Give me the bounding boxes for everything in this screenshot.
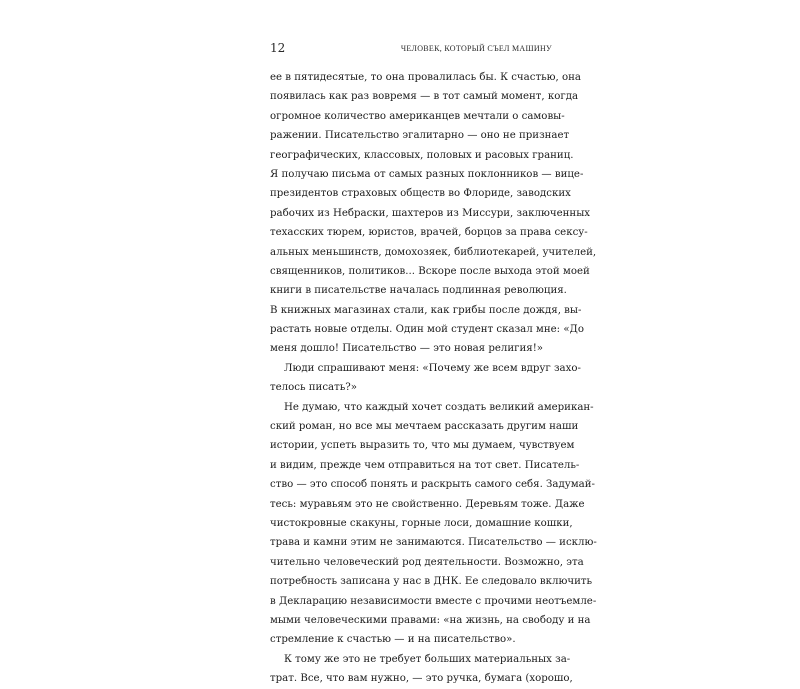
text-line: географических, классовых, половых и расовых границ. <box>270 149 574 161</box>
text-line: потребность записана у нас в ДНК. Ее следовало включить <box>270 576 593 588</box>
page-number: 12 <box>270 41 286 55</box>
paragraph <box>270 68 597 359</box>
page-header <box>270 41 552 57</box>
text-line: меня дошло! Писательство — это новая религия!» <box>270 343 544 355</box>
text-line: альных меньшинств, домохозяек, библиотекарей, учителей, <box>270 246 597 258</box>
text-line: Я получаю письма от самых разных поклонников — вице- <box>270 168 584 180</box>
text-line: техасских тюрем, юристов, врачей, борцов за права сексу- <box>270 227 588 239</box>
text-line: появилась как раз вовремя — в тот самый момент, когда <box>270 91 579 103</box>
text-line: чистокровные скакуны, горные лоси, домашние кошки, <box>270 517 573 529</box>
paragraph <box>270 650 573 689</box>
text-line: растать новые отделы. Один мой студент сказал мне: «До <box>270 324 584 336</box>
paragraph <box>270 398 597 650</box>
text-line: В книжных магазинах стали, как грибы после дождя, вы- <box>270 304 582 316</box>
paragraph <box>270 359 581 398</box>
text-line: стремление к счастью — и на писательство». <box>270 634 516 646</box>
text-line: президентов страховых обществ во Флориде, заводских <box>270 188 571 200</box>
body-text <box>270 68 597 689</box>
text-line: мыми человеческими правами: «на жизнь, на свободу и на <box>270 614 591 626</box>
text-line: в Декларацию независимости вместе с прочими неотъемле- <box>270 595 597 607</box>
text-line: тесь: муравьям это не свойственно. Деревьям тоже. Даже <box>270 498 585 510</box>
text-line: книги в писательстве началась подлинная революция. <box>270 285 567 297</box>
text-line: и видим, прежде чем отправиться на тот свет. Писатель- <box>270 459 580 471</box>
text-line: трава и камни этим не занимаются. Писательство — исклю- <box>270 537 597 549</box>
text-line: истории, успеть выразить то, что мы думаем, чувствуем <box>270 440 575 452</box>
text-line: огромное количество американцев мечтали о самовы- <box>270 110 565 122</box>
text-line: рабочих из Небраски, шахтеров из Миссури, заключенных <box>270 207 591 219</box>
text-line: трат. Все, что вам нужно, — это ручка, бумага (хорошо, <box>270 673 573 685</box>
running-title: ЧЕЛОВЕК, КОТОРЫЙ СЪЕЛ МАШИНУ <box>400 44 552 53</box>
text-line: К тому же это не требует больших материальных за- <box>284 653 571 665</box>
text-line: священников, политиков... Вскоре после выхода этой моей <box>270 265 590 277</box>
text-line: ражении. Писательство эгалитарно — оно не признает <box>270 130 570 142</box>
text-line: чительно человеческий род деятельности. Возможно, эта <box>270 556 584 568</box>
text-line: ее в пятидесятые, то она провалилась бы. К счастью, она <box>270 72 581 83</box>
text-line: телось писать?» <box>270 382 357 394</box>
text-line: ство — это способ понять и раскрыть самого себя. Задумай- <box>270 479 595 491</box>
text-line: Не думаю, что каждый хочет создать великий американ- <box>284 401 594 413</box>
text-line: ский роман, но все мы мечтаем рассказать другим наши <box>270 421 579 433</box>
text-line: Люди спрашивают меня: «Почему же всем вдруг захо- <box>284 362 581 374</box>
